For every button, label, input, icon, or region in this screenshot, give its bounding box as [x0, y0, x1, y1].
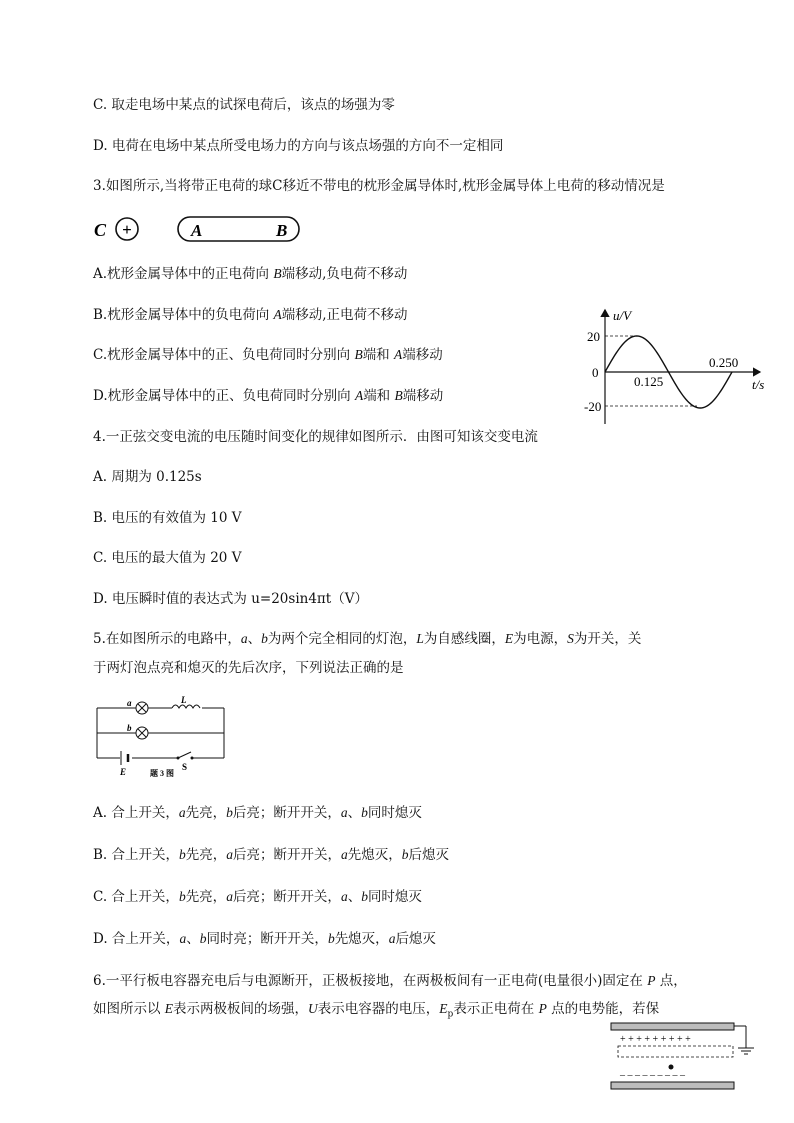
end-a-label: A [191, 221, 203, 240]
switch-label: S [182, 762, 188, 772]
question-4-option-c: C. 电压的最大值为 20 V [93, 550, 242, 566]
battery-label: E [120, 767, 127, 777]
dashed-region [618, 1046, 733, 1057]
switch [177, 752, 194, 760]
sphere-label: C [94, 220, 107, 240]
question-5-option-a: A. 合上开关，a先亮，b后亮；断开开关，a、b同时熄灭 [93, 805, 422, 821]
figure-6-capacitor [606, 1018, 766, 1098]
x-tick-mid: 0.125 [634, 374, 664, 389]
question-3-option-b: B.枕形金属导体中的负电荷向 A端移动,正电荷不移动 [93, 307, 408, 323]
y-tick-zero: 0 [592, 365, 599, 380]
x-tick-end: 0.250 [709, 355, 739, 370]
question-3-stem: 3.如图所示,当将带正电荷的球C移近不带电的枕形金属导体时,枕形金属导体上电荷的移动情况是 [93, 178, 665, 194]
point-p-charge [669, 1065, 674, 1070]
lamp-a-label: a [127, 698, 132, 708]
figure-5-circuit [92, 696, 232, 782]
option-c-previous: C. 取走电场中某点的试探电荷后，该点的场强为零 [93, 97, 395, 113]
question-4-option-d: D. 电压瞬时值的表达式为 u=20sin4πt（V） [93, 591, 368, 607]
positive-charges: + + + + + + + + + [620, 1034, 691, 1045]
question-3-option-c: C.枕形金属导体中的正、负电荷同时分别向 B端和 A端移动 [93, 347, 443, 363]
question-5-option-d: D. 合上开关，a、b同时亮；断开开关，b先熄灭，a后熄灭 [93, 931, 436, 947]
lamp-b [136, 727, 148, 739]
battery [121, 751, 128, 765]
question-6-stem-line-1: 6.一平行板电容器充电后与电源断开，正极板接地，在两极板间有一正电荷(电量很小)固定在 P 点， [93, 973, 687, 989]
figure-4-sine-graph [570, 300, 775, 430]
question-5-stem-line-1: 5.在如图所示的电路中，a、b为两个完全相同的灯泡，L为自感线圈，E为电源，S为开关，关 [93, 631, 642, 647]
lamp-a [136, 702, 148, 714]
y-tick-max: 20 [587, 329, 600, 344]
x-axis-label: t/s [752, 377, 765, 392]
question-5-option-b: B. 合上开关，b先亮，a后亮；断开开关，a先熄灭，b后熄灭 [93, 847, 450, 863]
negative-charges: – – – – – – – – – [620, 1070, 685, 1081]
inductor-coil [172, 704, 202, 709]
question-4-stem: 4.一正弦交变电流的电压随时间变化的规律如图所示．由图可知该交变电流 [93, 429, 538, 445]
question-4-option-a: A. 周期为 0.125s [93, 469, 202, 485]
end-b-label: B [276, 221, 288, 240]
bottom-plate [611, 1082, 734, 1089]
circuit-caption: 题 3 图 [150, 769, 174, 778]
sphere-sign: + [122, 220, 132, 239]
lamp-b-label: b [127, 723, 132, 733]
figure-3-conductor [90, 214, 310, 246]
question-3-option-d: D.枕形金属导体中的正、负电荷同时分别向 A端和 B端移动 [93, 388, 444, 404]
y-tick-min: -20 [584, 399, 602, 414]
coil-label: L [181, 696, 187, 705]
top-plate [611, 1023, 734, 1030]
y-axis-label: u/V [613, 308, 632, 323]
option-d-previous: D. 电荷在电场中某点所受电场力的方向与该点场强的方向不一定相同 [93, 138, 504, 154]
ground-icon [738, 1048, 754, 1054]
question-6-stem-line-2: 如图所示以 E表示两极板间的场强，U表示电容器的电压，$E_p$表示正电荷在 P 点的电势能，若保 [93, 1001, 660, 1020]
question-3-option-a: A.枕形金属导体中的正电荷向 B端移动,负电荷不移动 [93, 266, 408, 282]
question-5-stem-line-2: 于两灯泡点亮和熄灭的先后次序，下列说法正确的是 [93, 660, 404, 676]
question-5-option-c: C. 合上开关，b先亮，a后亮；断开开关，a、b同时熄灭 [93, 889, 422, 905]
question-4-option-b: B. 电压的有效值为 10 V [93, 510, 242, 526]
